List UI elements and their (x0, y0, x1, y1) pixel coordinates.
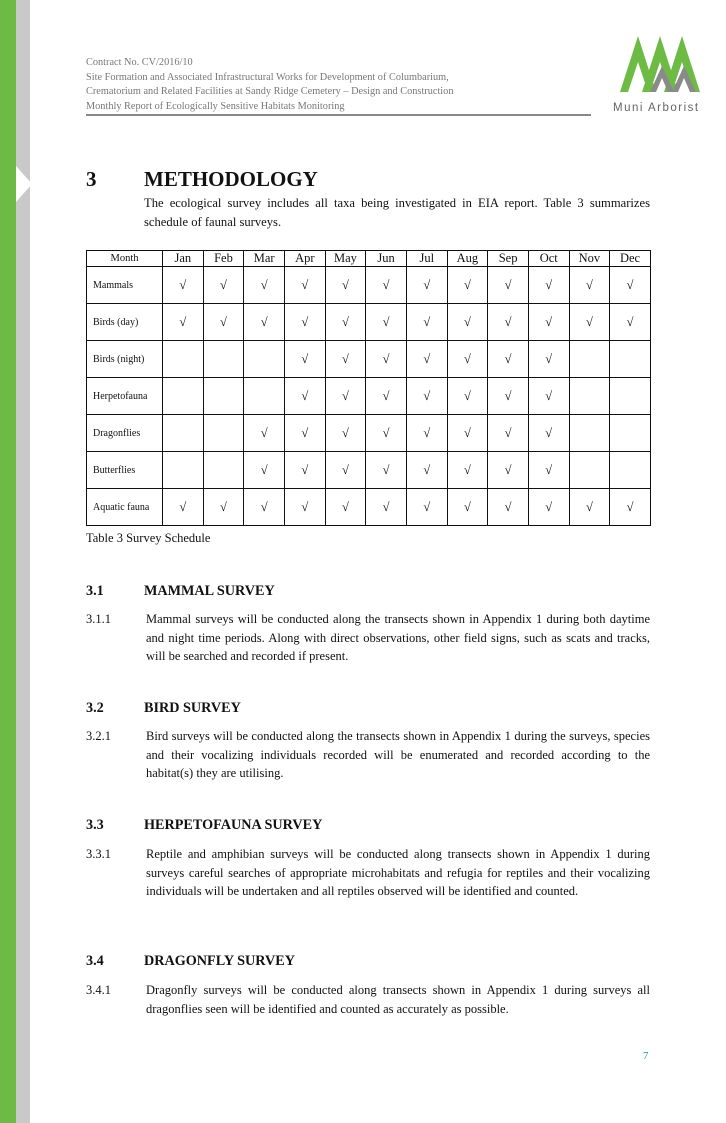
paragraph-number: 3.3.1 (86, 847, 111, 861)
month-header-nov: Nov (569, 251, 610, 267)
check-mark-cell: √ (406, 267, 447, 304)
check-mark-cell: √ (244, 489, 285, 526)
subsection-title: DRAGONFLY SURVEY (144, 953, 295, 969)
check-mark-cell: √ (488, 304, 529, 341)
check-mark-cell: √ (406, 378, 447, 415)
check-mark-cell: √ (325, 415, 366, 452)
check-mark-cell: √ (528, 267, 569, 304)
table-header-row (87, 251, 651, 267)
month-column-header: Month (87, 251, 163, 267)
check-mark-cell: √ (447, 378, 488, 415)
subsection-number: 3.3 (86, 817, 104, 833)
check-mark-cell: √ (203, 304, 244, 341)
month-header-apr: Apr (284, 251, 325, 267)
check-mark-cell: √ (528, 304, 569, 341)
subsection-number: 3.4 (86, 953, 104, 969)
paragraph-text: Dragonfly surveys will be conducted along transects shown in Appendix 1 during surveys all dragonflies seen will be identified and counted as accurately as possible. (146, 983, 650, 1016)
check-mark-cell: √ (488, 378, 529, 415)
table-body (87, 267, 651, 526)
survey-schedule-table (86, 250, 651, 526)
paragraph-text: Reptile and amphibian surveys will be conducted along transects shown in Appendix 1 during surveys careful searches of appropriate microhabitats and refugia for reptiles and their vocalizing individuals will be undertaken and all reptiles observed will be identified and counted. (146, 847, 650, 898)
month-header-oct: Oct (528, 251, 569, 267)
paragraph-number: 3.2.1 (86, 729, 111, 743)
check-mark-cell: √ (528, 452, 569, 489)
subsection-number: 3.1 (86, 583, 104, 599)
empty-cell (610, 378, 651, 415)
row-label: Butterflies (87, 452, 163, 489)
check-mark-cell: √ (366, 378, 407, 415)
check-mark-cell: √ (284, 489, 325, 526)
month-header-dec: Dec (610, 251, 651, 267)
check-mark-cell: √ (488, 452, 529, 489)
empty-cell (569, 415, 610, 452)
table-row (87, 452, 651, 489)
header-project-line-1: Site Formation and Associated Infrastructural Works for Development of Columbarium, (86, 71, 449, 83)
check-mark-cell: √ (406, 489, 447, 526)
check-mark-cell: √ (406, 304, 447, 341)
check-mark-cell: √ (447, 452, 488, 489)
month-header-feb: Feb (203, 251, 244, 267)
check-mark-cell: √ (447, 489, 488, 526)
subsection-title: BIRD SURVEY (144, 700, 241, 716)
check-mark-cell: √ (406, 415, 447, 452)
check-mark-cell: √ (284, 267, 325, 304)
check-mark-cell: √ (325, 489, 366, 526)
month-header-sep: Sep (488, 251, 529, 267)
check-mark-cell: √ (366, 452, 407, 489)
check-mark-cell: √ (325, 452, 366, 489)
check-mark-cell: √ (284, 415, 325, 452)
month-header-jun: Jun (366, 251, 407, 267)
empty-cell (203, 378, 244, 415)
check-mark-cell: √ (244, 415, 285, 452)
empty-cell (569, 341, 610, 378)
empty-cell (610, 341, 651, 378)
empty-cell (244, 378, 285, 415)
paragraph-number: 3.4.1 (86, 983, 111, 997)
check-mark-cell: √ (284, 452, 325, 489)
row-label: Birds (night) (87, 341, 163, 378)
check-mark-cell: √ (325, 341, 366, 378)
check-mark-cell: √ (244, 452, 285, 489)
empty-cell (244, 341, 285, 378)
empty-cell (203, 452, 244, 489)
subsection-title: MAMMAL SURVEY (144, 583, 275, 599)
check-mark-cell: √ (488, 415, 529, 452)
check-mark-cell: √ (244, 304, 285, 341)
check-mark-cell: √ (163, 304, 204, 341)
section-intro: The ecological survey includes all taxa being investigated in EIA report. Table 3 summarizes schedule of faunal surveys. (144, 196, 650, 229)
row-label: Mammals (87, 267, 163, 304)
check-mark-cell: √ (488, 489, 529, 526)
check-mark-cell: √ (528, 415, 569, 452)
table-row (87, 267, 651, 304)
empty-cell (610, 452, 651, 489)
page-number: 7 (643, 1050, 649, 1062)
empty-cell (163, 452, 204, 489)
paragraph-text: Bird surveys will be conducted along the transects shown in Appendix 1 during the surveys, species and their vocalizing individuals recorded will be enumerated and recorded according to the habitat(s) they are utilising. (146, 729, 650, 780)
check-mark-cell: √ (610, 267, 651, 304)
check-mark-cell: √ (366, 341, 407, 378)
check-mark-cell: √ (366, 415, 407, 452)
table-row (87, 415, 651, 452)
paragraph-number: 3.1.1 (86, 612, 111, 626)
row-label: Herpetofauna (87, 378, 163, 415)
check-mark-cell: √ (284, 341, 325, 378)
check-mark-cell: √ (325, 267, 366, 304)
empty-cell (203, 341, 244, 378)
subsection-number: 3.2 (86, 700, 104, 716)
empty-cell (163, 415, 204, 452)
check-mark-cell: √ (366, 304, 407, 341)
empty-cell (610, 415, 651, 452)
section-number: 3 (86, 167, 97, 191)
header-contract-line: Contract No. CV/2016/10 (86, 57, 193, 68)
check-mark-cell: √ (366, 489, 407, 526)
table-row (87, 304, 651, 341)
check-mark-cell: √ (406, 341, 447, 378)
check-mark-cell: √ (244, 267, 285, 304)
document-header (86, 56, 590, 114)
paragraph-text: Mammal surveys will be conducted along the transects shown in Appendix 1 during both daytime and night time periods. Along with direct observations, other field signs, such as scats and tracks, will be searched and recorded if present. (146, 612, 650, 663)
month-header-may: May (325, 251, 366, 267)
header-report-line: Monthly Report of Ecologically Sensitive Habitats Monitoring (86, 100, 345, 112)
empty-cell (569, 378, 610, 415)
month-header-mar: Mar (244, 251, 285, 267)
check-mark-cell: √ (406, 452, 447, 489)
check-mark-cell: √ (528, 378, 569, 415)
check-mark-cell: √ (447, 267, 488, 304)
month-header-aug: Aug (447, 251, 488, 267)
check-mark-cell: √ (203, 267, 244, 304)
check-mark-cell: √ (325, 304, 366, 341)
section-title: METHODOLOGY (144, 167, 318, 191)
check-mark-cell: √ (569, 267, 610, 304)
logo-wordmark: Muni Arborist (613, 102, 700, 114)
empty-cell (163, 341, 204, 378)
section-arrow-marker (16, 166, 32, 202)
check-mark-cell: √ (325, 378, 366, 415)
empty-cell (163, 378, 204, 415)
month-header-jul: Jul (406, 251, 447, 267)
check-mark-cell: √ (284, 378, 325, 415)
check-mark-cell: √ (528, 489, 569, 526)
table-row (87, 378, 651, 415)
check-mark-cell: √ (569, 489, 610, 526)
check-mark-cell: √ (203, 489, 244, 526)
check-mark-cell: √ (163, 267, 204, 304)
check-mark-cell: √ (528, 341, 569, 378)
row-label: Aquatic fauna (87, 489, 163, 526)
table-row (87, 489, 651, 526)
month-header-jan: Jan (163, 251, 204, 267)
row-label: Dragonflies (87, 415, 163, 452)
empty-cell (569, 452, 610, 489)
header-rule (86, 114, 591, 116)
table-row (87, 341, 651, 378)
header-project-line-2: Crematorium and Related Facilities at Sandy Ridge Cemetery – Design and Construction (86, 86, 454, 97)
check-mark-cell: √ (610, 304, 651, 341)
subsection-title: HERPETOFAUNA SURVEY (144, 817, 323, 833)
empty-cell (203, 415, 244, 452)
check-mark-cell: √ (163, 489, 204, 526)
row-label: Birds (day) (87, 304, 163, 341)
check-mark-cell: √ (284, 304, 325, 341)
left-green-bar (0, 0, 16, 1123)
check-mark-cell: √ (447, 341, 488, 378)
check-mark-cell: √ (569, 304, 610, 341)
check-mark-cell: √ (488, 267, 529, 304)
check-mark-cell: √ (488, 341, 529, 378)
check-mark-cell: √ (447, 415, 488, 452)
check-mark-cell: √ (366, 267, 407, 304)
check-mark-cell: √ (610, 489, 651, 526)
table-caption: Table 3 Survey Schedule (86, 531, 211, 545)
check-mark-cell: √ (447, 304, 488, 341)
